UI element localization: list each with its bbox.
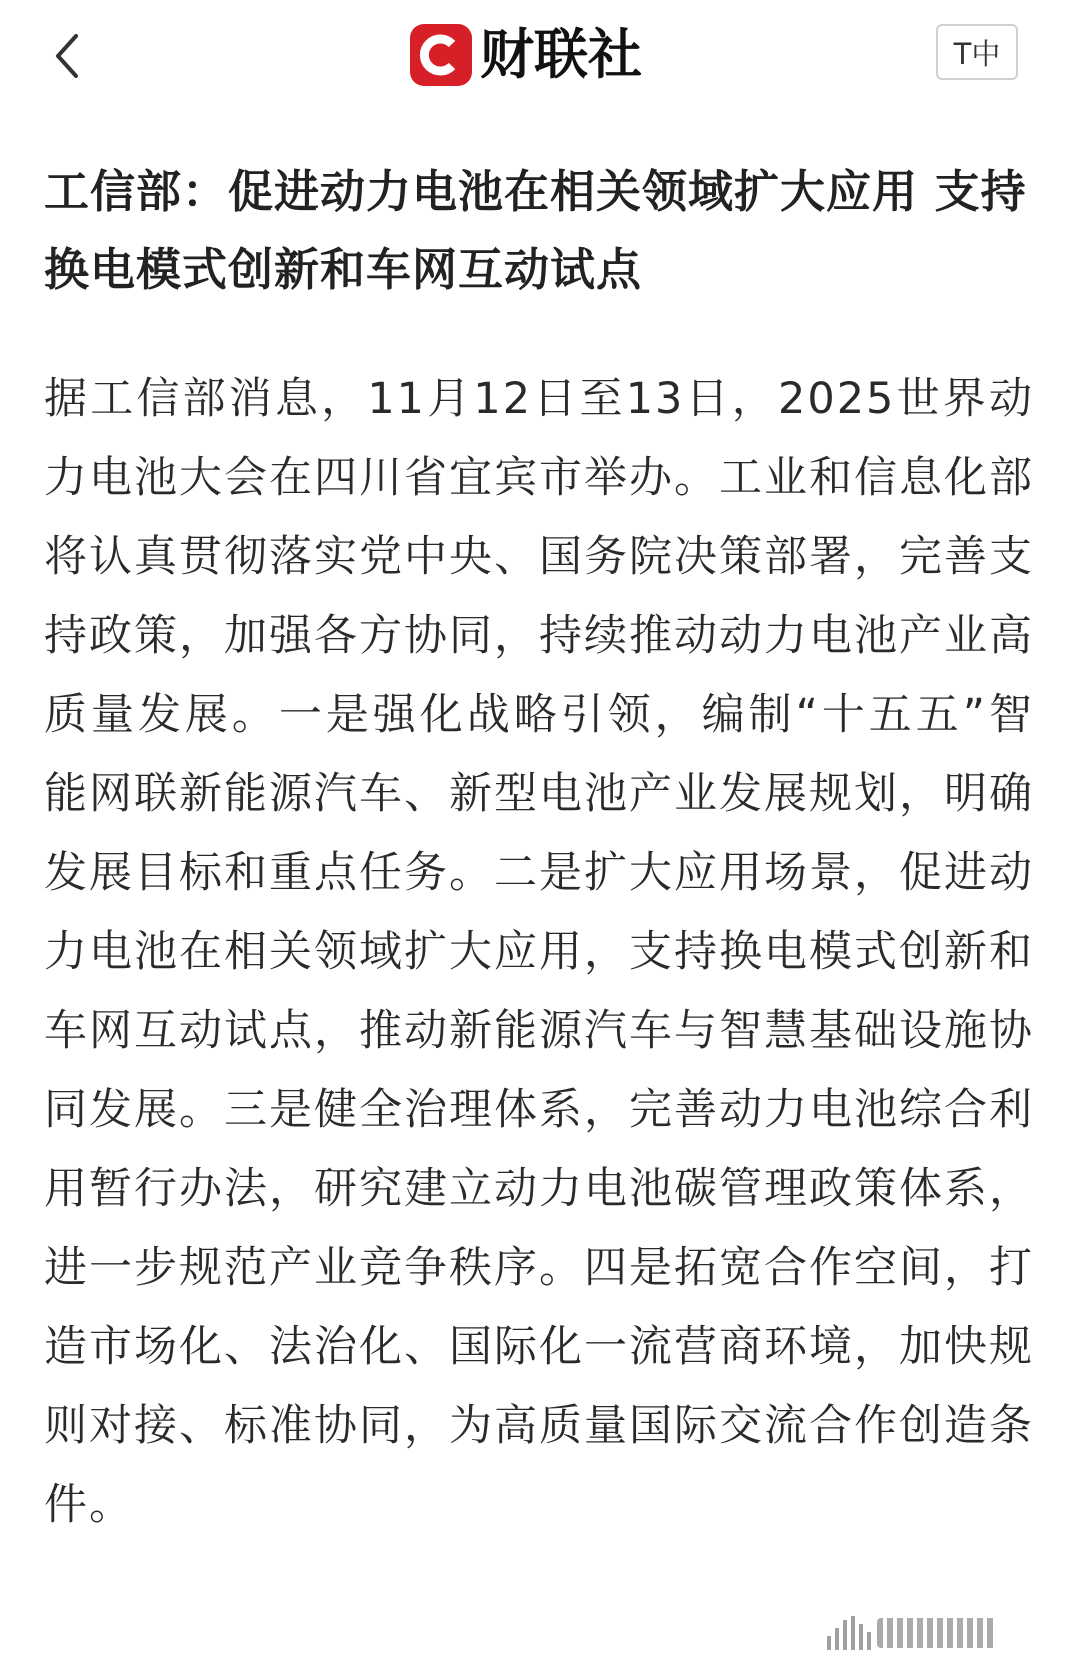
chevron-left-icon <box>44 26 94 86</box>
font-size-button[interactable]: T中 <box>936 24 1018 80</box>
article-title: 工信部：促进动力电池在相关领域扩大应用 支持换电模式创新和车网互动试点 <box>44 165 1027 296</box>
logo-c-icon <box>410 24 472 86</box>
logo-text: 财联社 <box>480 23 642 86</box>
watermark-icon <box>827 1610 1057 1656</box>
app-logo <box>410 22 642 88</box>
top-navigation-bar <box>0 0 1079 110</box>
article-body: 据工信部消息，11月12日至13日，2025世界动力电池大会在四川省宜宾市举办。工业和信息化部将认真贯彻落实党中央、国务院决策部署，完善支持政策，加强各方协同，持续推动动力电池产业高质量发展。一是强化战略引领，编制“十五五”智能网联新能源汽车、新型电池产业发展规划，明确发展目标和重点任务。二是扩大应用场景，促进动力电池在相关领域扩大应用，支持换电模式创新和车网互动试点，推动新能源汽车与智慧基础设施协同发展。三是健全治理体系，完善动力电池综合利用暂行办法，研究建立动力电池碳管理政策体系，进一步规范产业竞争秩序。四是拓宽合作空间，打造市场化、法治化、国际化一流营商环境，加快规则对接、标准协同，为高质量国际交流合作创造条件。 <box>44 374 1034 1530</box>
back-button[interactable] <box>44 26 94 86</box>
